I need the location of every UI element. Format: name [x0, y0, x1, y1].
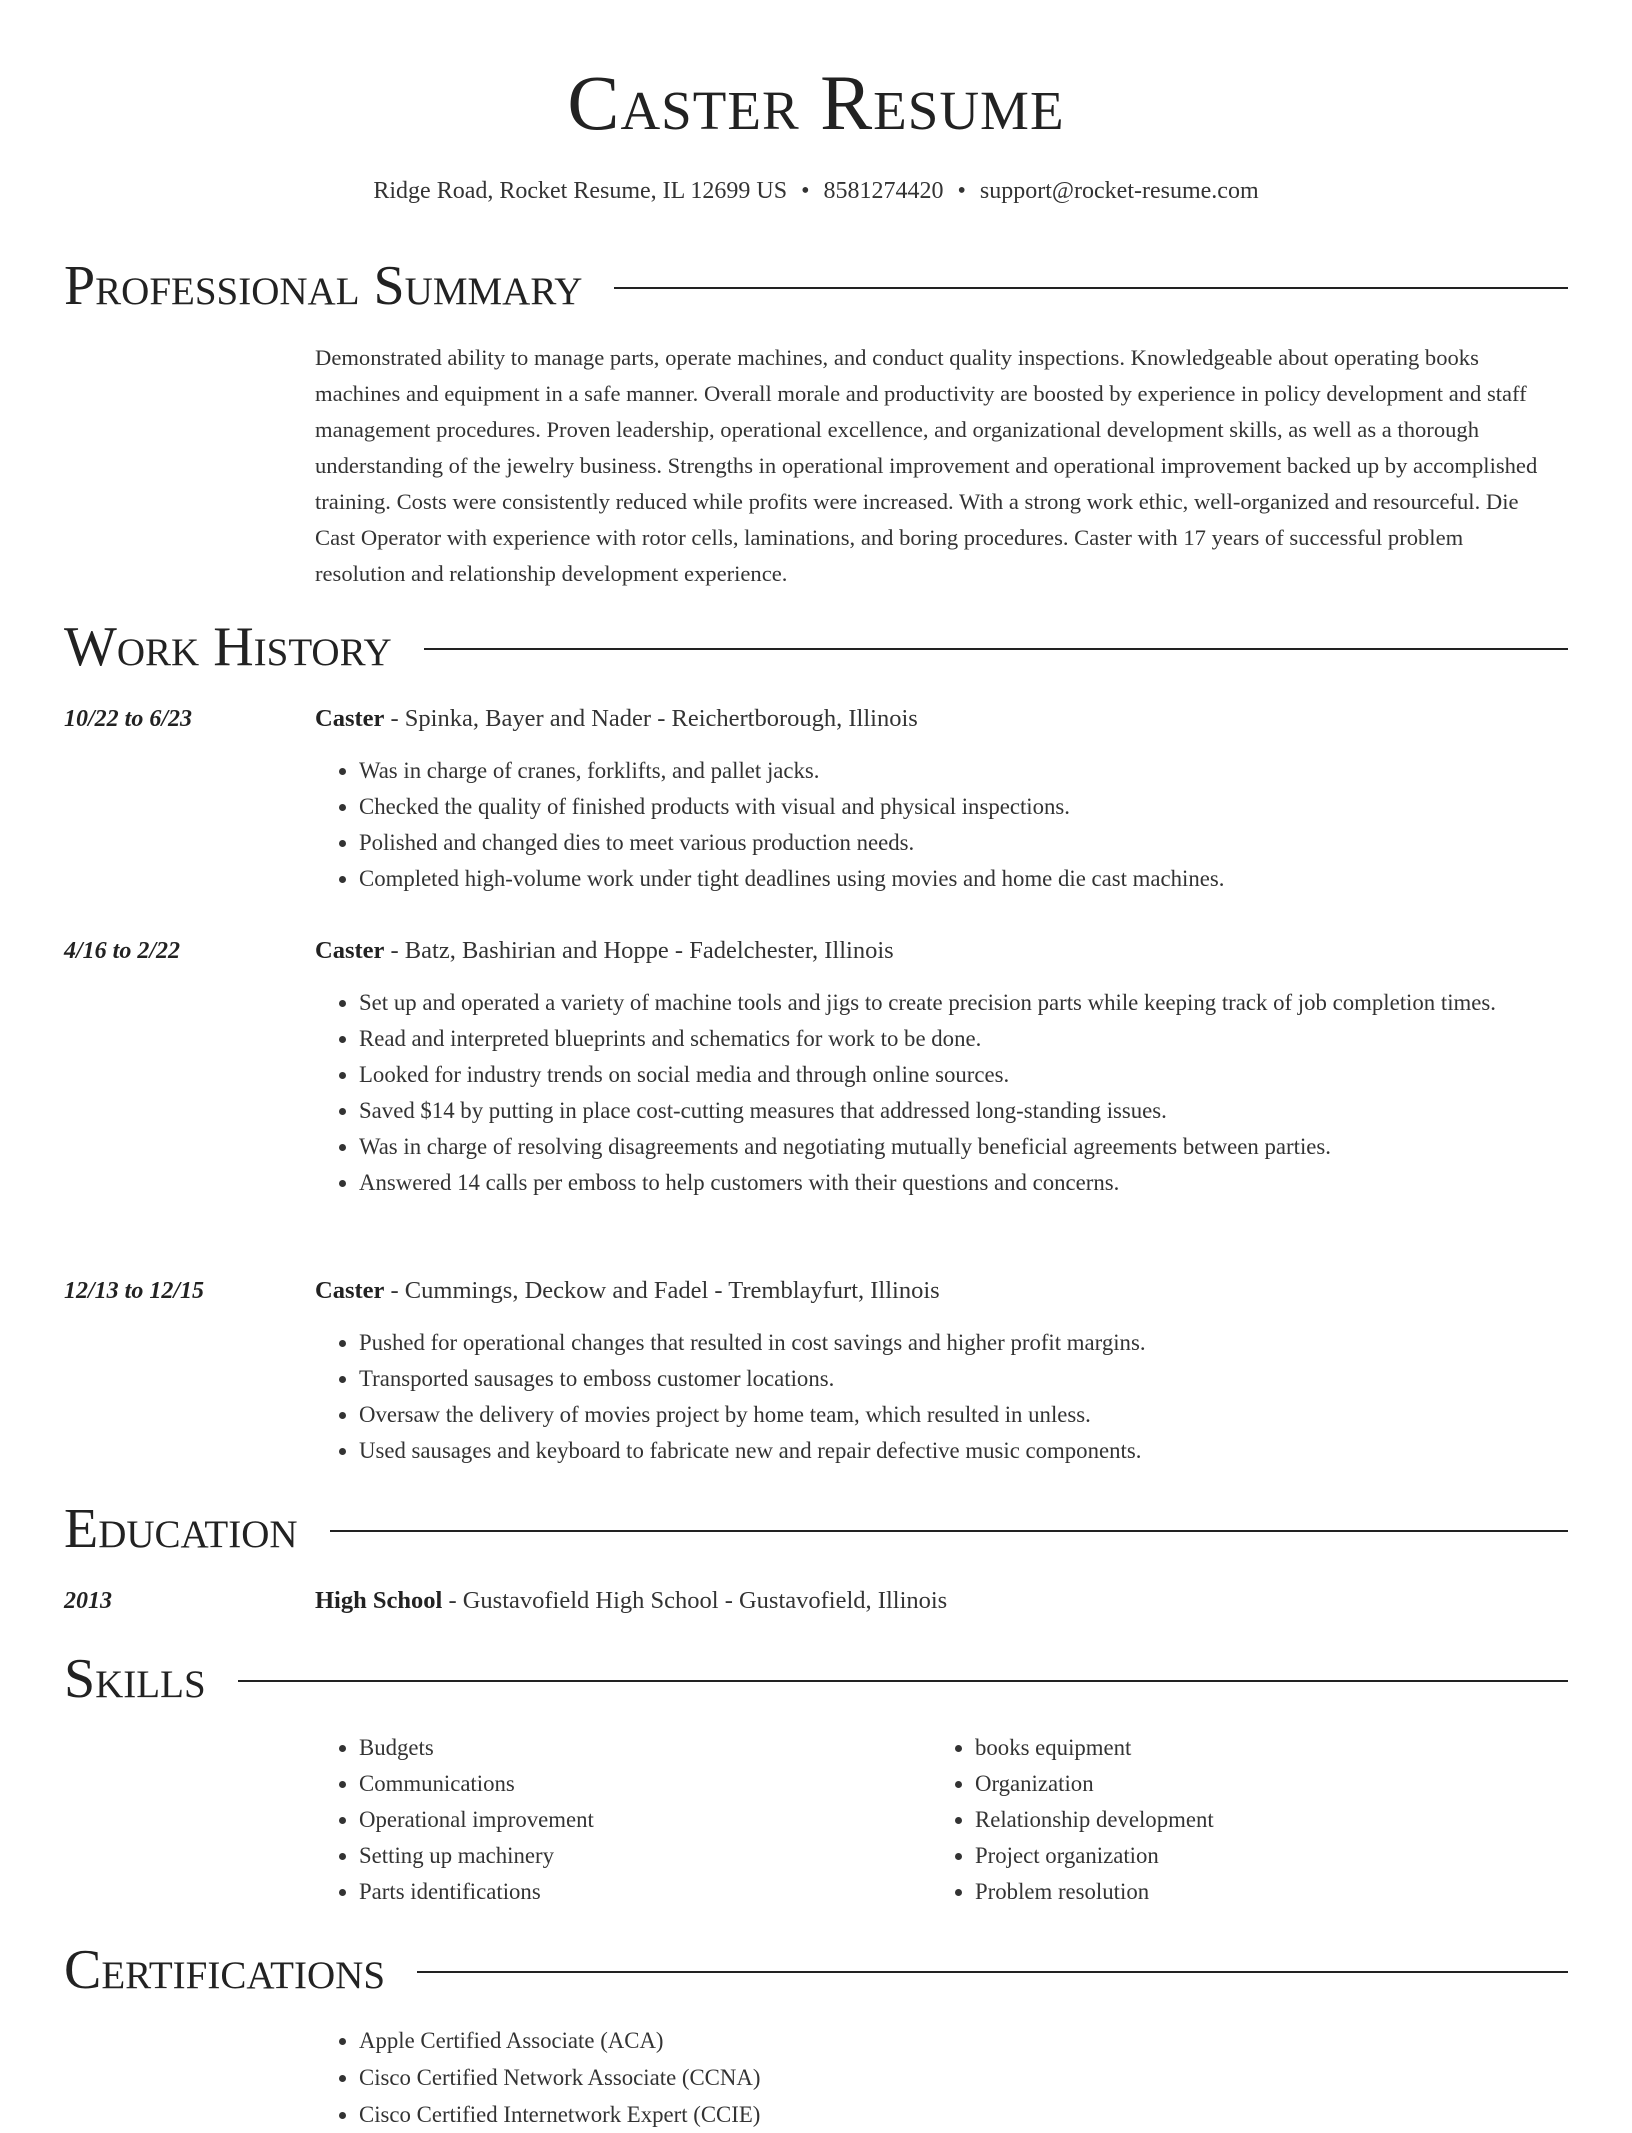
skill-item: • Organization: [975, 1766, 1547, 1802]
section-header-work-history: [64, 615, 1568, 679]
job-employer: - Spinka, Bayer and Nader - Reichertborough, Illinois: [384, 705, 918, 732]
skill-item: • Relationship development: [975, 1802, 1547, 1838]
job-bullet-list: [315, 753, 1568, 897]
section-divider: [417, 1971, 1568, 1973]
job-title: Caster: [315, 937, 385, 964]
job-bullet-list: [315, 985, 1568, 1201]
skill-item: • Communications: [359, 1766, 931, 1802]
skills-list-right: [931, 1730, 1547, 1910]
skill-item: • Problem resolution: [975, 1874, 1547, 1910]
job-bullet: • Answered 14 calls per emboss to help customers with their questions and concerns.: [359, 1165, 1568, 1201]
education-year: 2013: [64, 1588, 112, 1614]
education-entry: [64, 1585, 1568, 1617]
section-title: Skills: [64, 1648, 206, 1710]
job-entry: [64, 1275, 1568, 1469]
section-divider: [424, 648, 1568, 650]
job-entry: [64, 703, 1568, 897]
contact-line: [0, 176, 1632, 206]
job-bullet: • Used sausages and keyboard to fabricate new and repair defective music components.: [359, 1433, 1568, 1469]
job-title-line: [315, 1275, 1568, 1307]
section-header-summary: [64, 254, 1568, 318]
summary-text: Demonstrated ability to manage parts, operate machines, and conduct quality inspections. Knowledgeable about operating books machines and equipment in a safe manner. Overall morale and productivity are boosted by experience in policy development and staff management procedures. Proven leadership, operational excellence, and organizational development skills, as well as a thorough understanding of the jewelry business. Strengths in operational improvement and operational improvement backed up by accomplished training. Costs were consistently reduced while profits were increased. With a strong work ethic, well-organized and resourceful. Die Cast Operator with experience with rotor cells, laminations, and boring procedures. Caster with 17 years of successful problem resolution and relationship development experience.: [315, 345, 1538, 586]
contact-separator: •: [957, 178, 966, 204]
contact-email: support@rocket-resume.com: [979, 178, 1259, 204]
job-bullet: • Looked for industry trends on social media and through online sources.: [359, 1057, 1568, 1093]
certification-item: • Cisco Certified Network Associate (CCNA): [359, 2059, 760, 2096]
certification-item: • Apple Certified Associate (ACA): [359, 2022, 760, 2059]
section-header-education: [64, 1497, 1568, 1561]
job-entry: [64, 935, 1568, 1201]
job-employer: - Batz, Bashirian and Hoppe - Fadelchester, Illinois: [384, 937, 894, 964]
contact-phone: 8581274420: [823, 178, 944, 204]
job-bullet: • Read and interpreted blueprints and schematics for work to be done.: [359, 1021, 1568, 1057]
skill-item: • books equipment: [975, 1730, 1547, 1766]
certifications-list: [315, 2022, 760, 2133]
job-bullet: • Polished and changed dies to meet various production needs.: [359, 825, 1568, 861]
job-title-line: [315, 935, 1568, 967]
job-dates: 4/16 to 2/22: [64, 938, 181, 964]
resume-name: Caster Resume: [567, 59, 1065, 146]
skills-list-left: [315, 1730, 931, 1910]
job-bullet: • Set up and operated a variety of machine tools and jigs to create precision parts while keeping track of job completion times.: [359, 985, 1568, 1021]
skill-item: • Budgets: [359, 1730, 931, 1766]
job-bullet: • Was in charge of resolving disagreements and negotiating mutually beneficial agreements between parties.: [359, 1129, 1568, 1165]
skill-item: • Project organization: [975, 1838, 1547, 1874]
job-bullet: • Saved $14 by putting in place cost-cutting measures that addressed long-standing issues.: [359, 1093, 1568, 1129]
job-title-line: [315, 703, 1568, 735]
contact-address: Ridge Road, Rocket Resume, IL 12699 US: [373, 178, 788, 204]
section-title: Certifications: [64, 1939, 386, 2001]
skill-item: • Parts identifications: [359, 1874, 931, 1910]
section-divider: [330, 1530, 1568, 1532]
section-title: Professional Summary: [64, 255, 583, 317]
education-school: - Gustavofield High School - Gustavofield, Illinois: [442, 1587, 948, 1614]
job-bullet: • Pushed for operational changes that resulted in cost savings and higher profit margins.: [359, 1325, 1568, 1361]
section-divider: [238, 1680, 1568, 1682]
skill-item: • Setting up machinery: [359, 1838, 931, 1874]
education-degree: High School: [315, 1587, 443, 1614]
contact-separator: •: [801, 178, 810, 204]
job-bullet: • Transported sausages to emboss customer locations.: [359, 1361, 1568, 1397]
job-bullet: • Checked the quality of finished products with visual and physical inspections.: [359, 789, 1568, 825]
job-bullet: • Was in charge of cranes, forklifts, and pallet jacks.: [359, 753, 1568, 789]
section-header-skills: [64, 1647, 1568, 1711]
job-title: Caster: [315, 705, 385, 732]
section-divider: [614, 287, 1568, 289]
job-bullet-list: [315, 1325, 1568, 1469]
job-bullet: • Completed high-volume work under tight deadlines using movies and home die cast machines.: [359, 861, 1568, 897]
skill-item: • Operational improvement: [359, 1802, 931, 1838]
certification-item: • Cisco Certified Internetwork Expert (CCIE): [359, 2096, 760, 2133]
job-dates: 12/13 to 12/15: [64, 1278, 205, 1304]
job-title: Caster: [315, 1277, 385, 1304]
job-dates: 10/22 to 6/23: [64, 706, 193, 732]
job-employer: - Cummings, Deckow and Fadel - Tremblayfurt, Illinois: [384, 1277, 940, 1304]
job-bullet: • Oversaw the delivery of movies project by home team, which resulted in unless.: [359, 1397, 1568, 1433]
section-header-certifications: [64, 1938, 1568, 2002]
section-title: Work History: [64, 616, 392, 678]
skills-columns: [315, 1730, 1547, 1910]
section-title: Education: [64, 1498, 298, 1560]
education-title-line: [315, 1585, 1568, 1617]
